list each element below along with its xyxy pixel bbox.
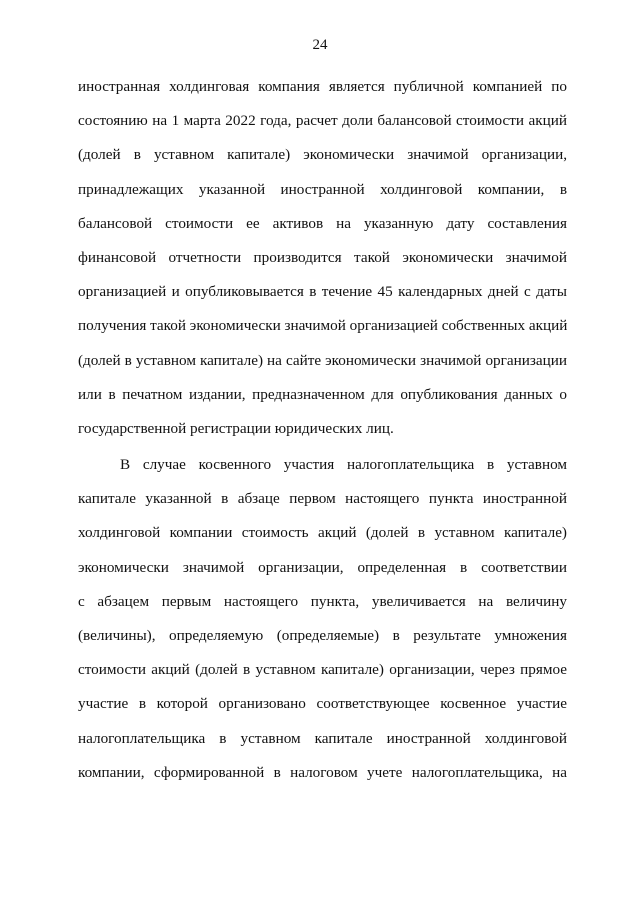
page-number: 24: [312, 37, 328, 53]
text-line: компании, сформированной в налоговом учете налогоплательщика, на: [78, 763, 567, 781]
text-line: иностранная холдинговая компания является публичной компанией по: [78, 78, 567, 95]
text-line: (долей в уставном капитале) на сайте экономически значимой организации: [78, 351, 567, 369]
paragraph-2: [78, 448, 567, 790]
text-line: финансовой отчетности производится такой экономически значимой: [78, 248, 567, 266]
text-line: капитале указанной в абзаце первом настоящего пункта иностранной: [78, 490, 567, 508]
text-line: (величины), определяемую (определяемые) в результате умножения: [78, 626, 567, 644]
text-line: с абзацем первым настоящего пункта, увеличивается на величину: [78, 592, 567, 610]
text-line: или в печатном издании, предназначенном для опубликования данных о: [78, 385, 567, 403]
text-line: налогоплательщика в уставном капитале иностранной холдинговой: [78, 729, 567, 747]
text-line: (долей в уставном капитале) экономически значимой организации,: [78, 146, 567, 164]
text-line: В случае косвенного участия налогоплательщика в уставном: [120, 456, 567, 473]
text-line: холдинговой компании стоимость акций (долей в уставном капитале): [78, 524, 567, 542]
text-line: организацией и опубликовывается в течение 45 календарных дней с даты: [78, 283, 567, 301]
text-line: принадлежащих указанной иностранной холдинговой компании, в: [78, 180, 567, 198]
text-line: участие в которой организовано соответствующее косвенное участие: [78, 695, 567, 713]
text-line: стоимости акций (долей в уставном капитале) организации, через прямое: [78, 661, 567, 679]
text-line: состоянию на 1 марта 2022 года, расчет доли балансовой стоимости акций: [78, 112, 567, 130]
text-line: балансовой стоимости ее активов на указанную дату составления: [78, 214, 567, 232]
text-line: получения такой экономически значимой организацией собственных акций: [78, 317, 568, 335]
paragraph-1: [78, 70, 567, 446]
text-line: экономически значимой организации, определенная в соответствии: [78, 558, 567, 576]
text-line: государственной регистрации юридических лиц.: [78, 419, 394, 437]
